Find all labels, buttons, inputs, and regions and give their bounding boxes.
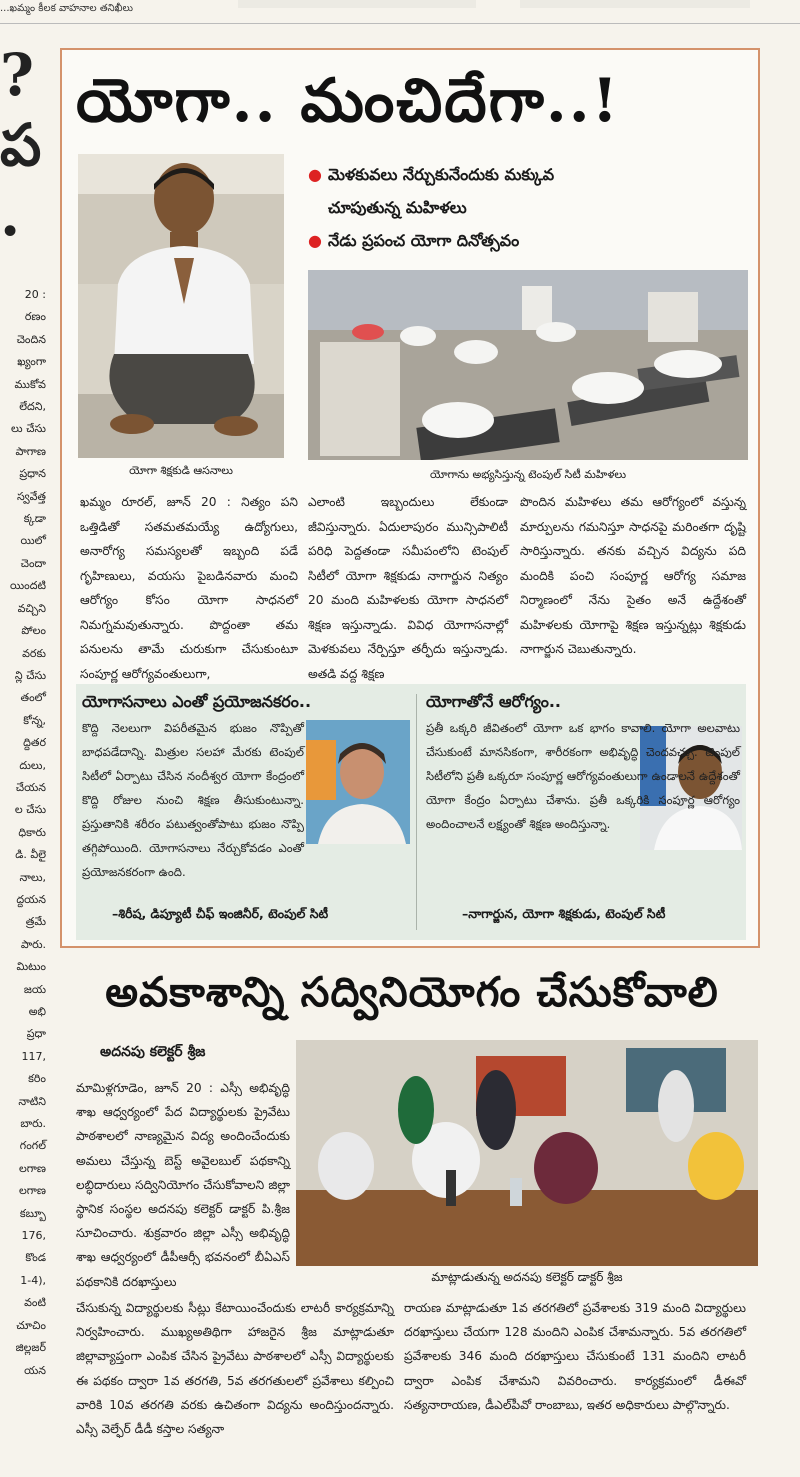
- left-column-line: 1-4),: [20, 1273, 46, 1287]
- testimonial-text: ప్రతీ ఒక్కరి జీవితంలో యోగా ఒక భాగం కావాలి. యోగా అలవాటు చేసుకుంటే మానసికంగా, శారీరకంగా అభివృద్ధి చెందవచ్చు. టెంపుల్ సిటీలోని ప్రతీ ఒక్కరూ సంపూర్ణ ఆరోగ్యవంతులుగా ఉండాలనే ఉద్దేశంతో యోగా కేంద్రం ఏర్పాటు చేశాను. ప్రతీ ఒక్కరికి సంపూర్ణ ఆరోగ్యం అందించాలనే లక్ష్యంతో శిక్షణ అందిస్తున్నా.: [426, 721, 740, 831]
- left-column-line: మిటుం: [16, 960, 46, 974]
- left-column-line: పారు.: [20, 937, 46, 951]
- body-column-3: పొందిన మహిళలు తమ ఆరోగ్యంలో వస్తున్న మార్పులను గమనిస్తూ సాధనపై మరింతగా దృష్టి సారిస్తున్నారు. తనకు వచ్చిన విద్యను పది మందికి పంచి సంపూర్ణ ఆరోగ్య సమాజ నిర్మాణంలో నేను సైతం అనే ఉద్దేశంతో మహిళలకు యోగాపై శిక్షణ ఇస్తున్నట్లు శిక్షకుడు నాగార్జున చెబుతున్నారు.: [520, 495, 746, 656]
- left-column-line: స్వవేత్త: [16, 489, 46, 503]
- left-column-line: ప్రధాన: [19, 467, 46, 481]
- left-column-line: లగాణ: [18, 1184, 46, 1198]
- left-column-line: దులు,: [19, 758, 46, 772]
- left-column-line: త్రమే: [25, 915, 46, 929]
- left-column-line: గంగల్: [19, 1139, 46, 1153]
- masthead-box: [238, 0, 476, 8]
- article2-headline: అవకాశాన్ని సద్వినియోగం చేసుకోవాలి: [105, 968, 719, 1016]
- yoga-group-photo: [308, 270, 748, 460]
- testimonial-divider: [416, 694, 417, 930]
- left-column-line: కబ్బూ: [19, 1206, 46, 1220]
- masthead-strip: [0, 0, 800, 24]
- body-column-2: ఎలాంటి ఇబ్బందులు లేకుండా జీవిస్తున్నారు. ఏదులాపురం మున్సిపాలిటీ పరిధి పెద్దతండా సమీపంలోని టెంపుల్ సిటీలో యోగా శిక్షకుడు నాగార్జున నిత్యం 20 మంది మహిళలకు యోగా సాధనలో శిక్షణ ఇస్తున్నాడు. వివిధ యోగాసనాల్లో మెళకువలు నేర్పిస్తూ తర్ఫీదు ఇస్తున్నాడు. అతడి వద్ద శిక్షణ: [308, 495, 508, 681]
- bullet-item: చూపుతున్న మహిళలు: [328, 198, 467, 217]
- left-column-line: అభి: [28, 1005, 46, 1018]
- article2-column-2: రాయణ మాట్లాడుతూ 1వ తరగతిలో ప్రవేశాలకు 319 మంది విద్యార్థులు దరఖాస్తులు చేయగా 128 మందిని ఎంపిక చేశామన్నారు. 5వ తరగతిలో ప్రవేశాలకు 346 మంది దరఖాస్తులు చేసుకుంటే 131 మందిని లాటరీ ద్వారా ఎంపిక చేశామని వివరించారు. కార్యక్రమంలో డీఈవో సత్యనారాయణ, డీఎల్‌పీవో రాంబాబు, ఇతర అధికారులు పాల్గొన్నారు.: [404, 1301, 746, 1412]
- article2-column-1-cont: చేసుకున్న విద్యార్థులకు సీట్లు కేటాయించేందుకు లాటరీ కార్యక్రమాన్ని నిర్వహించారు. ముఖ్యఅతిథిగా హాజరైన శ్రీజ మాట్లాడుతూ జిల్లావ్యాప్తంగా ఎంపిక చేసిన ప్రైవేటు పాఠశాలలో ఎస్సీ విద్యార్థులకు ఈ పథకం ద్వారా 1వ తరగతి, 5వ తరగతులలో ప్రవేశాలు కల్పించి వారికి 10వ తరగతి వరకు ఉచితంగా విద్యను అందిస్తుందన్నారు. ఎస్సీ వెల్ఫేర్ డీడీ కస్తాల సత్యనా: [76, 1301, 394, 1437]
- left-column-line: 176,: [21, 1229, 46, 1243]
- instructor-photo-illustration: [78, 154, 284, 458]
- left-column-line: ద్దితర: [23, 736, 46, 750]
- body-column-1: ఖమ్మం రూరల్, జూన్ 20 : నిత్యం పని ఒత్తిడితో సతమతమయ్యే ఉద్యోగులు, అనారోగ్య సమస్యలతో ఇబ్బంది పడే గృహిణులు, వయసు పైబడినవారు మంచి ఆరోగ్యం కోసం యోగా సాధనలో నిమగ్నమవుతున్నారు. పొద్దంతా తమ పనులను తామే చురుకుగా చేసుకుంటూ సంపూర్ణ ఆరోగ్యవంతులుగా,: [80, 495, 298, 681]
- left-column-line: లేదని,: [19, 400, 46, 414]
- bullet-item: ● నేడు ప్రపంచ యోగా దినోత్సవం: [308, 231, 520, 250]
- left-column-line: లగాణ: [18, 1161, 46, 1175]
- left-column-line: నాటిని: [18, 1094, 46, 1108]
- left-heading-glyph: ?: [0, 41, 34, 109]
- left-column-line: జయ: [23, 982, 46, 996]
- left-column-line: కరిం: [28, 1072, 46, 1086]
- left-column-line: ద్దయన: [16, 892, 46, 906]
- yoga-group-photo-illustration: [308, 270, 748, 460]
- left-heading-glyph: .: [0, 181, 21, 249]
- left-column-line: చెందా: [20, 556, 46, 570]
- article2-byline: అదనపు కలెక్టర్ శ్రీజ: [100, 1044, 206, 1060]
- masthead-box: [520, 0, 750, 8]
- left-column-line: 117,: [21, 1049, 46, 1063]
- sireesha-portrait: [306, 720, 410, 844]
- testimonial-title: యోగాతోనే ఆరోగ్యం..: [426, 692, 561, 711]
- left-column-line: ఖ్యంగా: [17, 355, 46, 369]
- left-column-line: చెందిన: [16, 332, 46, 346]
- testimonial-signature: –శిరీష, డిప్యూటీ చీఫ్ ఇంజినీర్, టెంపుల్ సిటీ: [112, 906, 329, 921]
- left-column-line: తంలో: [20, 691, 46, 705]
- photo-caption: మాట్లాడుతున్న అదనపు కలెక్టర్ డాక్టర్ శ్రీజ: [431, 1270, 623, 1284]
- photo-caption: యోగా శిక్షకుడి ఆసనాలు: [129, 464, 233, 477]
- left-column-line: వంటి: [24, 1296, 46, 1310]
- bullet-item: ● మెళకువలు నేర్చుకునేందుకు మక్కువ: [308, 165, 555, 184]
- collector-meeting-illustration: [296, 1040, 758, 1266]
- testimonial-text: కొద్ది నెలలుగా విపరీతమైన భుజం నొప్పితో బాధపడేదాన్ని. మిత్రుల సలహా మేరకు టెంపుల్ సిటీలో ఏర్పాటు చేసిన నందీశ్వర యోగా కేంద్రంలో కొద్ది రోజుల నుంచి శిక్షణ తీసుకుంటున్నా. ప్రస్తుతానికి శరీరం పటుత్వంతోపాటు భుజం నొప్పి తగ్గిపోయింది. యోగాసనాలు నేర్చుకోవడం ఎంతో ప్రయోజనకరంగా ఉంది.: [82, 721, 304, 879]
- bullet-dot-icon: ●: [308, 165, 322, 184]
- left-column-line: చూచిం: [16, 1318, 46, 1332]
- left-column-line: ముకోవ: [14, 377, 46, 391]
- left-column-line: నాలు,: [19, 870, 46, 884]
- collector-meeting-photo: [296, 1040, 758, 1266]
- left-column-line: న్లి చేసు: [14, 668, 46, 682]
- testimonial-signature: –నాగార్జున, యోగా శిక్షకుడు, టెంపుల్ సిటీ: [462, 906, 666, 921]
- left-column-line: కొండ: [25, 1251, 46, 1265]
- article-headline: యోగా.. మంచిదేగా..!: [76, 66, 620, 136]
- left-column-line: వరకు: [22, 646, 46, 660]
- left-column-line: యిలో: [20, 534, 46, 548]
- testimonial-title: యోగాసనాలు ఎంతో ప్రయోజనకరం..: [82, 692, 312, 711]
- sireesha-photo: [306, 720, 410, 844]
- left-column-line: ప్రధా: [26, 1027, 46, 1041]
- left-column-line: రణం: [24, 310, 46, 324]
- photo-caption: యోగాను అభ్యసిస్తున్న టెంపుల్ సిటీ మహిళలు: [429, 468, 627, 481]
- left-heading-glyph: ప: [0, 111, 42, 179]
- masthead-fragment: ...ఖమ్మం కీలక వాహనాల తనిఖీలు: [0, 3, 134, 14]
- left-column-line: డి. వీలై: [15, 848, 46, 862]
- article2-column-1: మామిళ్లగూడెం, జూన్ 20 : ఎస్సీ అభివృద్ధి శాఖ ఆధ్వర్యంలో పేద విద్యార్థులకు ప్రైవేటు పాఠశాలలో నాణ్యమైన విద్య అందించేందుకు అమలు చేస్తున్న బెస్ట్ అవైలబుల్ పథకాన్ని లబ్ధిదారులు సద్వినియోగం చేసుకోవాలని జిల్లా స్థానిక సంస్థల అదనపు కలెక్టర్ డాక్టర్ పి.శ్రీజ సూచించారు. శుక్రవారం జిల్లా ఎస్సీ అభివృద్ధి శాఖ ఆధ్వర్యంలో డీపీఆర్సీ భవనంలో బీఏఎస్ పథకానికి దరఖాస్తులు: [76, 1081, 290, 1289]
- left-column-line: పోలం: [21, 624, 46, 638]
- instructor-photo: [78, 154, 284, 458]
- left-column-line: క్కడా: [23, 512, 46, 526]
- bullet-dot-icon: ●: [308, 231, 322, 250]
- left-column-line: చేయన: [15, 780, 46, 794]
- left-column-lines: [0, 284, 50, 1382]
- left-column-line: ధికారు: [18, 825, 46, 839]
- left-column-line: యన: [24, 1363, 46, 1377]
- highlight-bullets: [308, 158, 748, 257]
- left-column-line: కోన్న,: [23, 713, 46, 727]
- left-column-line: పాగాణ: [15, 444, 46, 458]
- left-column-line: జిల్లజర్: [15, 1341, 46, 1355]
- left-column-line: 20 :: [24, 288, 46, 301]
- left-column-line: వచ్చిని: [17, 601, 46, 615]
- left-column-line: యిందటి: [10, 579, 46, 593]
- left-column-line: బారు.: [20, 1117, 46, 1131]
- left-column-line: ల చేసు: [14, 803, 46, 817]
- left-column-fragment: [0, 40, 50, 1440]
- left-column-line: లు చేసు: [11, 422, 46, 436]
